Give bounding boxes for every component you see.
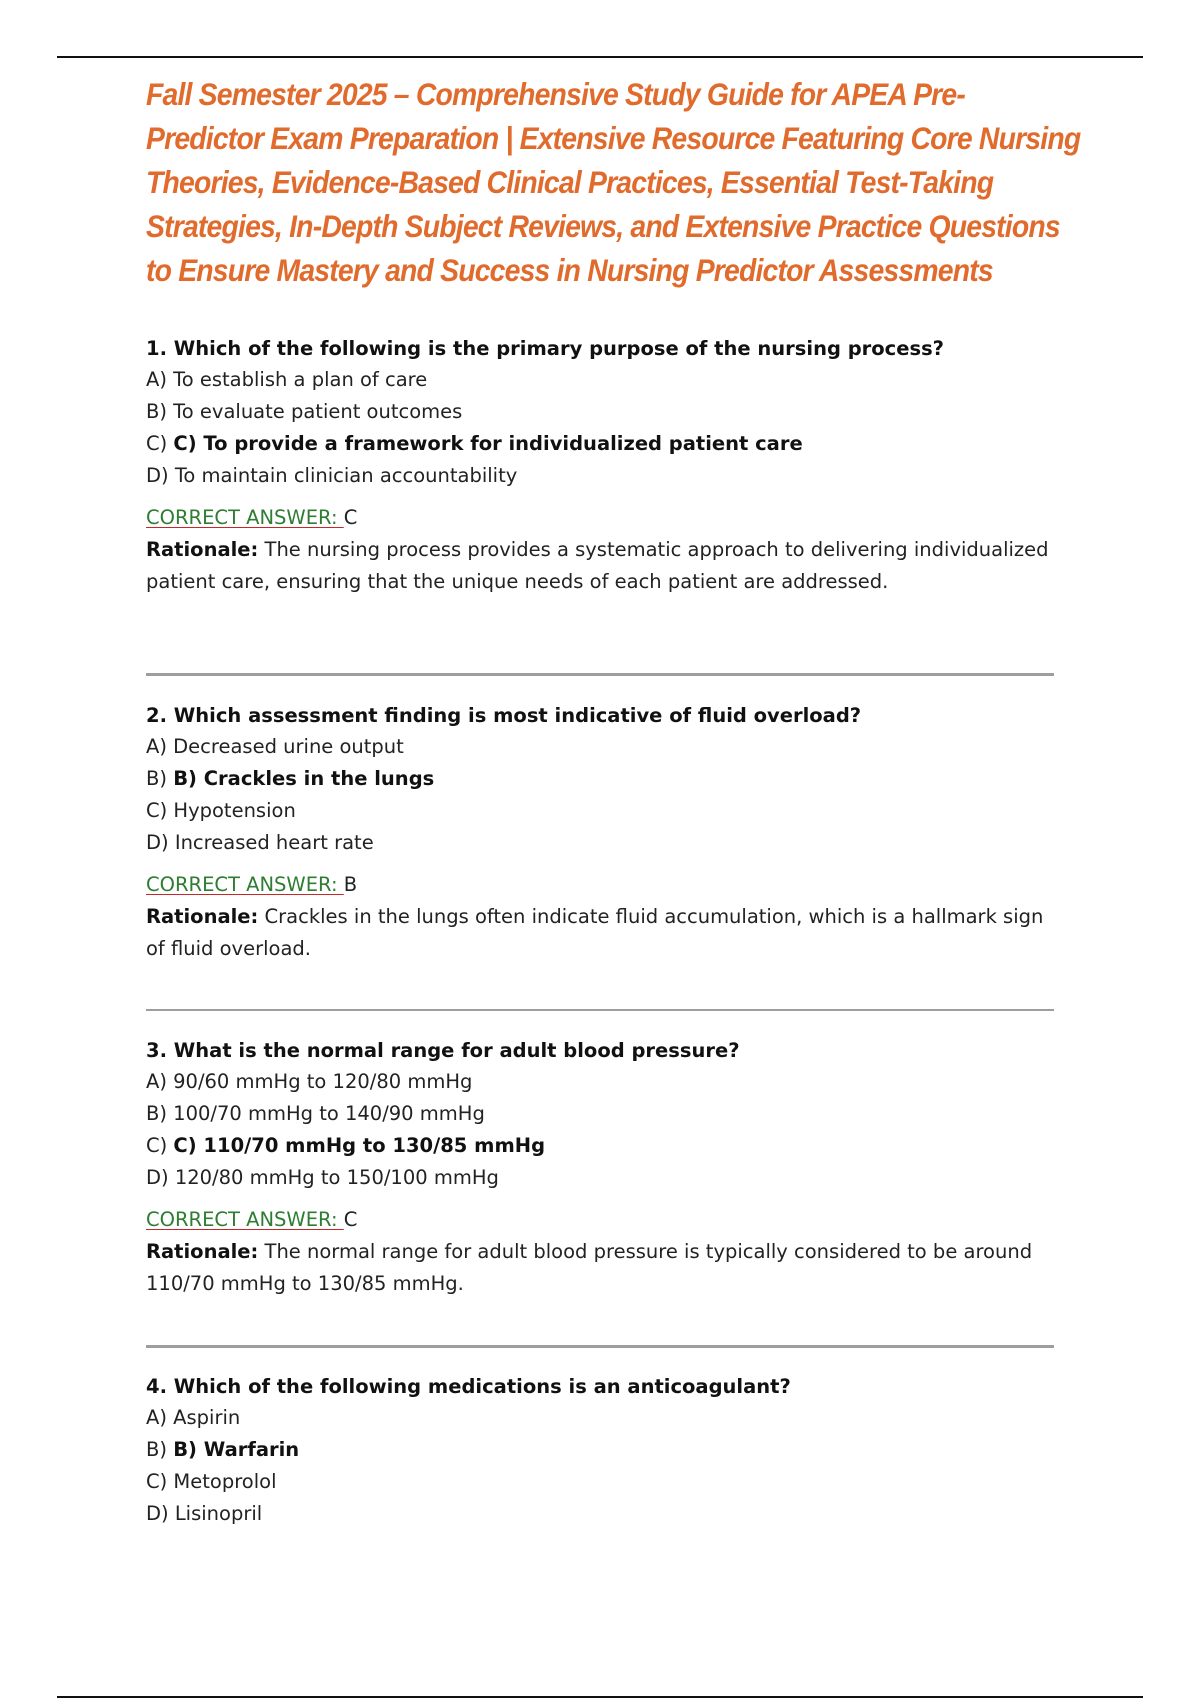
question-1 [146, 334, 1076, 598]
option-c: C) C) 110/70 mmHg to 130/85 mmHg [146, 1134, 546, 1157]
option-b: B) B) Warfarin [146, 1438, 300, 1461]
option-d: D) 120/80 mmHg to 150/100 mmHg [146, 1166, 499, 1189]
title-line: Theories, Evidence-Based Clinical Practices, Essential Test-Taking [146, 164, 994, 200]
option-c: C) Metoprolol [146, 1470, 277, 1493]
question-separator [146, 673, 1054, 676]
question-3 [146, 1036, 1076, 1300]
correct-answer [146, 869, 1076, 901]
title-line: Predictor Exam Preparation | Extensive Resource Featuring Core Nursing [146, 120, 1081, 156]
option-c: C) Hypotension [146, 799, 296, 822]
option-a: A) Decreased urine output [146, 735, 404, 758]
correct-answer-label: CORRECT ANSWER: [146, 1208, 344, 1231]
correct-answer [146, 1204, 1076, 1236]
correct-answer-label: CORRECT ANSWER: [146, 506, 344, 529]
option-a: A) To establish a plan of care [146, 368, 428, 391]
correct-answer [146, 502, 1076, 534]
option-d: D) Lisinopril [146, 1502, 263, 1525]
correct-answer-label: CORRECT ANSWER: [146, 873, 344, 896]
option-a: A) Aspirin [146, 1406, 241, 1429]
option-a: A) 90/60 mmHg to 120/80 mmHg [146, 1070, 473, 1093]
question-text: 3. What is the normal range for adult blood pressure? [146, 1039, 740, 1062]
question-text: 4. Which of the following medications is an anticoagulant? [146, 1375, 791, 1398]
option-b: B) B) Crackles in the lungs [146, 767, 435, 790]
option-c: C) C) To provide a framework for individualized patient care [146, 432, 803, 455]
question-text: 1. Which of the following is the primary purpose of the nursing process? [146, 337, 944, 360]
rationale: Rationale: The normal range for adult blood pressure is typically considered to be around 110/70 mmHg to 130/85 mmHg. [146, 1240, 1033, 1295]
rationale: Rationale: Crackles in the lungs often indicate fluid accumulation, which is a hallmark sign of fluid overload. [146, 905, 1044, 960]
question-2 [146, 701, 1076, 965]
document-title [146, 72, 1081, 292]
question-separator [146, 1345, 1054, 1348]
title-line: to Ensure Mastery and Success in Nursing Predictor Assessments [146, 252, 993, 288]
question-text: 2. Which assessment finding is most indicative of fluid overload? [146, 704, 862, 727]
title-line: Strategies, In-Depth Subject Reviews, and Extensive Practice Questions [146, 208, 1060, 244]
top-rule [57, 56, 1143, 58]
option-b: B) To evaluate patient outcomes [146, 400, 463, 423]
correct-answer-value: C [343, 1208, 358, 1231]
correct-answer-value: B [343, 873, 358, 896]
correct-answer-value: C [343, 506, 358, 529]
question-4 [146, 1372, 1076, 1530]
bottom-rule [57, 1696, 1143, 1698]
option-d: D) Increased heart rate [146, 831, 374, 854]
title-line: Fall Semester 2025 – Comprehensive Study Guide for APEA Pre- [146, 76, 965, 112]
question-separator [146, 1009, 1054, 1011]
option-d: D) To maintain clinician accountability [146, 464, 518, 487]
rationale: Rationale: The nursing process provides a systematic approach to delivering individualized patient care, ensuring that the unique needs of each patient are addressed. [146, 538, 1049, 593]
option-b: B) 100/70 mmHg to 140/90 mmHg [146, 1102, 485, 1125]
